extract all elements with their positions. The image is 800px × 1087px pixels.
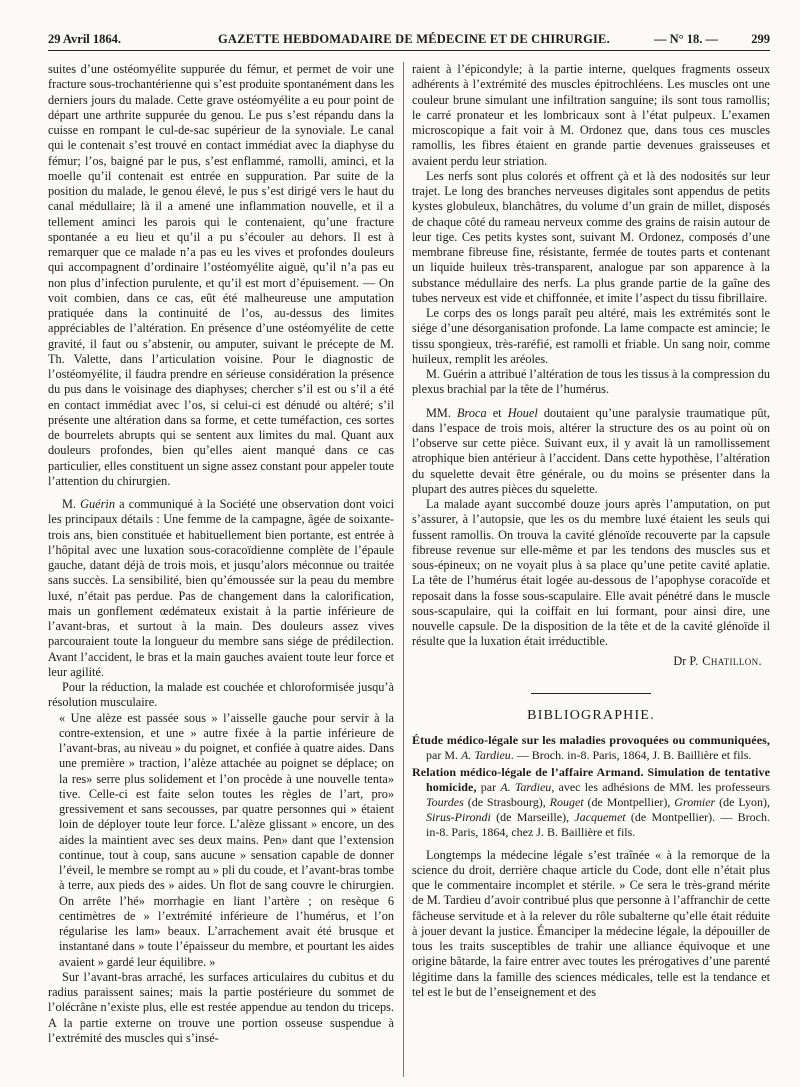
paragraph-guerin-attribution: M. Guérin a attribué l’altération de tous les tissus à la compression du plexus brachial par la tête de l’humérus. (412, 367, 770, 397)
paragraph-guerin-observation: M. Guérin a communiqué à la Société une observation dont voici les principaux détails : Une femme de la campagne, âgée de soixante-trois ans, bien constituée et habituellement bien portante, est entrée à l’hôpital avec une luxation sous-coracoïdienne complète de l’épaule gauche, datant déjà de trois mois, et jusqu’alors méconnue ou traitée sans succès. La sensibilité, bien qu’émoussée sur la peau du membre luxé, n’était pas perdue. Pas de changement dans la calorification, mais un gonflement œdémateux existait à la partie inférieure de l’avant-bras, et surtout à la main. Des douleurs assez vives parcouraient toute la longueur du membre sans siége de prédilection. Avant l’accident, le bras et la main gauches avaient toute leur force et leur agilité. (48, 497, 394, 679)
paragraph-reduction-intro: Pour la réduction, la malade est couchée et chloroformisée jusqu’à résolution musculaire. (48, 680, 394, 710)
bibliography-title: BIBLIOGRAPHIE. (527, 708, 655, 724)
paragraph-osteomyelite: suites d’une ostéomyélite suppurée du fémur, et permet de voir une fracture sous-trochantérienne qui s’est produite spontanément dans les derniers jours du malade. Cette grave ostéomyélite a eu pour point de départ une arthrite suppurée du genou. Le pus s’est répandu dans la cuisse en rompant le cul-de-sac supérieur de la synoviale. Le canal qui le contenait s’est trouvé en contact immédiat avec la diaphyse du fémur; l’os, baigné par le pus, s’est enflammé, ramolli, aminci, et la moelle qu’il contenait est entrée en suppuration. Par suite de la position du malade, le genou élevé, le pus s’est dirigé vers le haut du canal médullaire; là il a amené une inflammation nouvelle, et il a tellement aminci les parois qui le contenaient, qu’une fracture spontanée a eu lieu et qu’il a pu s’écouler au dehors. Il est à remarquer que ce malade n’a pas eu les vives et profondes douleurs qui accompagnent d’ordinaire l’ostéomyélite aiguë, qu’il n’a pas eu non plus d’infection purulente, et qu’il est mort d’épuisement. — On voit combien, dans ce cas, eût été malheureuse une amputation pratiquée dans la continuité de l’os, au-dessus des limites appréciables de l’altération. En présence d’une ostéomyélite de cette gravité, il faut ou s’abstenir, ou amputer, suivant le précepte de M. Th. Valette, dans l’articulation voisine. Pour le diagnostic de l’ostéomyélite, il faudra prendre en sérieuse considération la présence du pus dans le voisinage des diaphyses; chercher s’il est ou s’il a été en contact immédiat avec l’os, si celui-ci est dénudé ou altéré; s’il présente une altération dans sa forme, et cette tuméfaction, ces sortes de bourrelets abrupts qui se sentent aux limites du mal. Quant aux douleurs profondes, bien qu’elles aient manqué dans ce cas particulier, elles constituent un signe assez constant pour appeler toute l’attention du chirurgien. (48, 62, 394, 488)
quotation-reduction: « Une alèze est passée sous » l’aisselle gauche pour servir à la contre-extension, et une » autre fixée à la partie inférieure de l’avant-bras, au niveau » du poignet, et confiée à quatre aides. Dans une première » traction, l’alèze attachée au poignet se déplace; on la res» serre plus solidement et l’on procède à une nouvelle tenta» tive. Celle-ci est faite selon toutes les règles de l’art, pro» gressivement et sans secousses, par quatre personnes qui » étaient loin de déployer toute leur force. L’alèze glissant » encore, un des aides la maintient avec ses deux mains. Pen» dant que l’extension continue, tout à coup, sans aucune » sensation capable de donner l’éveil, le membre se rompt au » pli du coude, et l’avant-bras tombe à terre, aux pieds des » aides. Un flot de sang couvre le chirurgien. On arrête l’hé» morrhagie en liant l’artère ; on resèque 6 centimètres de » l’extrémité inférieure de l’humérus, et l’on régularise les lam» beaux. L’arrachement avait été brusque et instantané dans » toute l’épaisseur du membre, et pourtant les aides avaient » gardé leur équilibre. » (59, 710, 394, 969)
left-column (48, 62, 394, 1046)
bibliography-entry-2: Relation médico-légale de l’affaire Armand. Simulation de tentative homicide, par A. Tardieu, avec les adhésions de MM. les professeurs Tourdes (de Strasbourg), Rouget (de Montpellier), Gromier (de Lyon), Sirus-Pirondi (de Marseille), Jacquemet (de Montpellier). — Broch. in-8. Paris, 1864, chez J. B. Baillière et fils. (412, 764, 771, 839)
paragraph-avant-bras: Sur l’avant-bras arraché, les surfaces articulaires du cubitus et du radius paraissent saines; mais la partie postérieure du sommet de l’olécrâne n’existe plus, elle est restée appendue au tendon du triceps. A la partie externe on trouve une portion osseuse suspendue à l’extrémité des muscles qui s’insé- (48, 969, 394, 1045)
issue-date: 29 Avril 1864. (48, 32, 122, 46)
author-name-guerin: Guérin (80, 497, 115, 511)
bibliography-entry-1: Étude médico-légale sur les maladies provoquées ou communiquées, par M. A. Tardieu. — Broch. in-8. Paris, 1864, J. B. Baillière et fils. (412, 732, 770, 762)
paragraph-broca-houel: MM. Broca et Houel doutaient qu’une paralysie traumatique pût, dans l’espace de trois mois, altérer la structure des os au point où on l’observe sur cette pièce. Suivant eux, il y avait là un ramollissement atrophique bien antérieur à l’accident. Dans cette hypothèse, l’altération du squelette devait être générale, ou du moins se présenter dans la plupart des autres pièces du squelette. (412, 405, 770, 496)
author-name-broca: Broca (457, 405, 487, 420)
paragraph-os-longs: Le corps des os longs paraît peu altéré, mais les extrémités sont le siége d’une désorganisation profonde. La lame compacte est amincie; le tissu spongieux, très-raréfié, est ramolli et friable. Un sang noir, comme huileux, remplit les aréoles. (412, 306, 770, 366)
journal-title: GAZETTE HEBDOMADAIRE DE MÉDECINE ET DE CHIRURGIE. (218, 32, 610, 46)
signature: Dr P. Chatillon. (673, 653, 762, 668)
paragraph-nerfs: Les nerfs sont plus colorés et offrent çà et là des nodosités sur leur trajet. Le long des branches nerveuses digitales sont appendus de petits kystes globuleux, blanchâtres, du volume d’un grain de millet, disposés de chaque côté du rameau nerveux comme des grains de raisin autour de leur tige. Ces petits kystes sont, suivant M. Ordonez, composés d’une membrane fibreuse fine, résistante, fermée de toutes parts et contenant un liquide huileux très-transparent, analogue par son apparence à la substance médullaire des nerfs. La plus grande partie de la gaîne des tubes nerveux est vide et chiffonnée, et imite l’aspect du tissu fibrillaire. (412, 168, 770, 305)
column-divider (403, 62, 404, 1077)
issue-number: — N° 18. — (654, 32, 719, 46)
right-column (412, 62, 770, 1000)
page-header (48, 24, 770, 51)
bibliography-review-text: Longtemps la médecine légale s’est traînée « à la remorque de la science du droit, derrière chaque article du Code, dont elle n’était plus que le commentaire incomplet et stérile. » Ce sera le très-grand mérite de M. Tardieu d’avoir contribué plus que personne à l’affranchir de cette fâcheuse servitude et à la relever du rôle subalterne qu’elle était réduite à jouer devant la justice. Émanciper la médecine légale, la dépouiller de tous les traits susceptibles de trahir une alliance équivoque et une origine bâtarde, la faire entrer avec toutes les prérogatives d’une parenté légitime dans la famille des sciences médicales, telle est la tendance et tel est le but de l’enseignement et des (412, 847, 770, 999)
section-separator (531, 693, 651, 695)
page-number: 299 (751, 32, 770, 46)
paragraph-autopsie: La malade ayant succombé douze jours après l’amputation, on put s’assurer, à l’autopsie, que les os du membre luxé étaient les seuls qui fussent ramollis. On trouva la cavité glénoïde recouverte par la capsule fibreuse revenue sur elle-même et par les tendons des muscles sus et sous-épineux; on ne voyait plus à sa place qu’une petite cavité aplatie. La tête de l’humérus était logée au-dessous de l’apophyse coracoïde et reposait dans la fosse sous-scapulaire. Elle avait pénétré dans le muscle sous-scapulaire, qui la coiffait en lui formant, pour ainsi dire, une nouvelle capsule. De la disposition de la tête et de la cavité glénoïde il résulte que la luxation était irréductible. (412, 497, 770, 649)
paragraph-muscles: raient à l’épicondyle; à la partie interne, quelques fragments osseux adhérents à l’extrémité des muscles épitrochléens. Les muscles ont une couleur brune simulant une infiltration sanguine; ils sont tous ramollis; le carré pronateur et les lombricaux sont à l’état pulpeux. L’examen microscopique a fait voir à M. Ordonez que, dans tous ces muscles ramollis, les fibres étaient en grande partie devenues graisseuses et avaient perdu leur striation. (412, 62, 770, 168)
author-name-houel: Houel (507, 405, 538, 420)
